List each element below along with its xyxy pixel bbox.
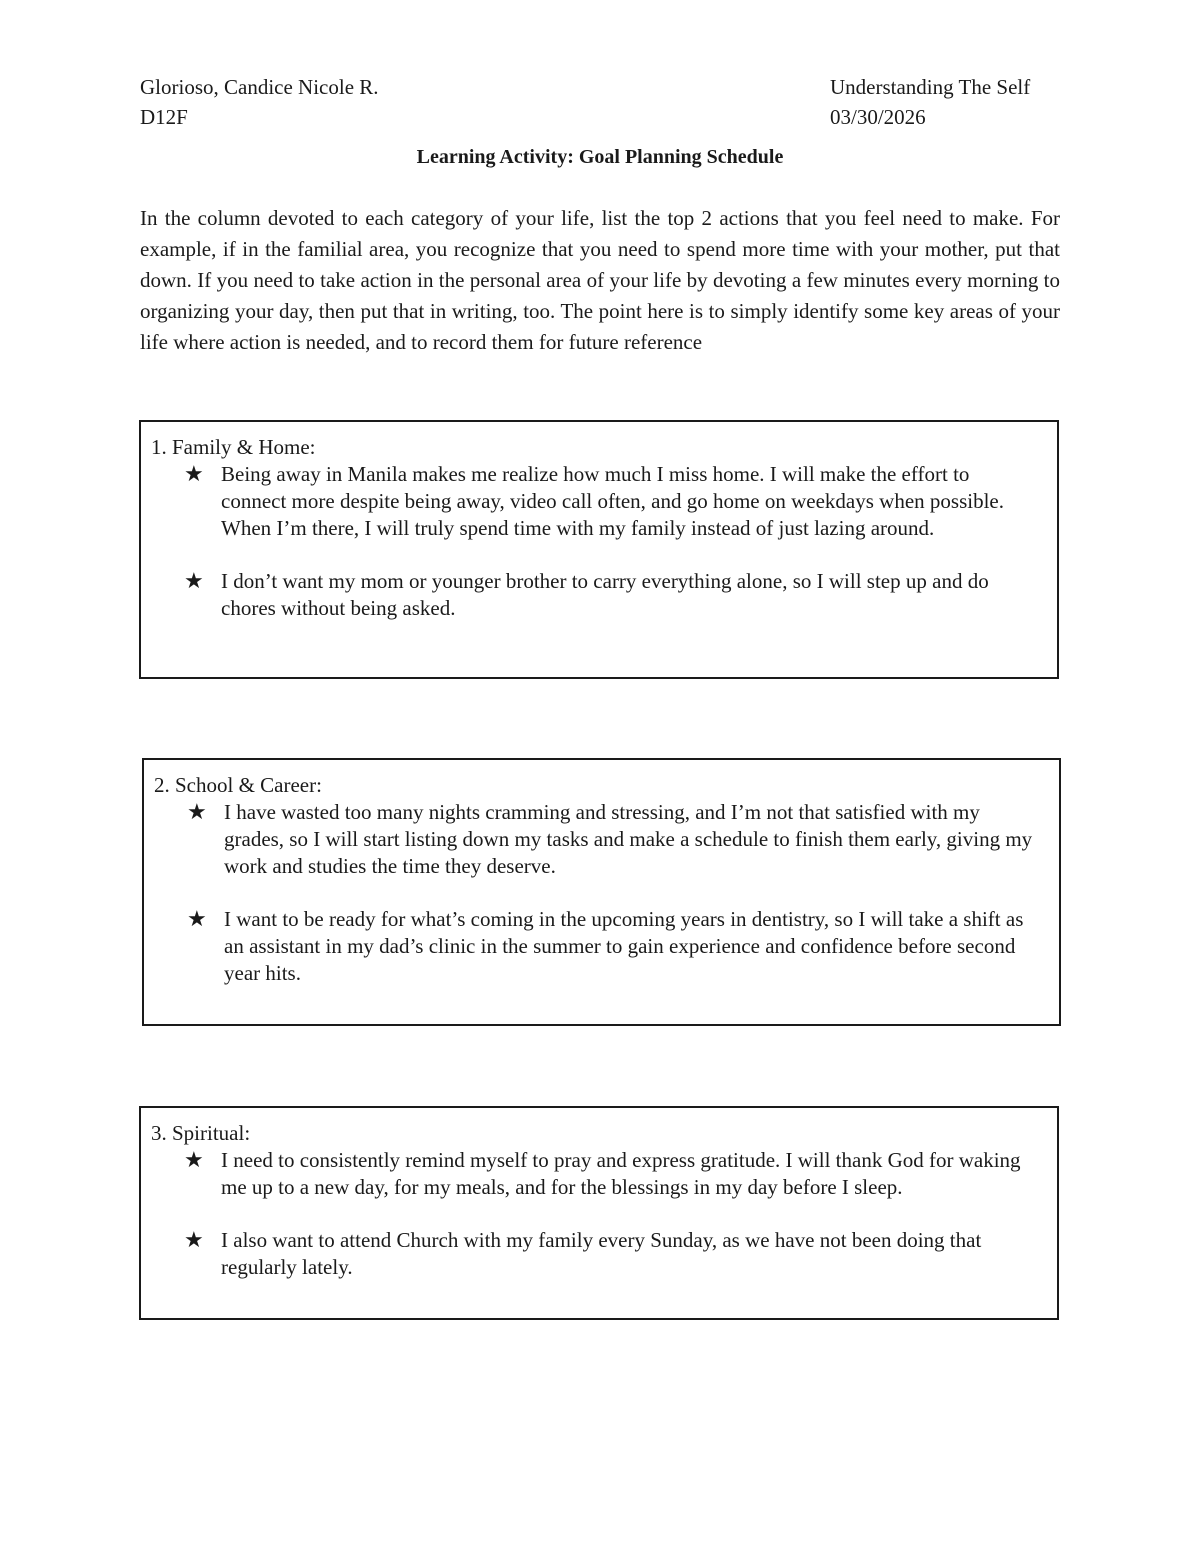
goal-text: I want to be ready for what’s coming in the upcoming years in dentistry, so I will take a shift as an assistant in my dad’s clinic in the summer to gain experience and confidence before second year hits. (224, 907, 1024, 985)
goal-item (184, 461, 1037, 542)
goal-item (187, 906, 1039, 987)
goal-text: I also want to attend Church with my family every Sunday, as we have not been doing that regularly lately. (221, 1228, 982, 1279)
category-heading: 2. School & Career: (154, 773, 322, 797)
goal-item (184, 1147, 1037, 1201)
goal-item (184, 568, 1037, 622)
goal-text: I need to consistently remind myself to pray and express gratitude. I will thank God for waking me up to a new day, for my meals, and for the blessings in my day before I sleep. (221, 1148, 1021, 1199)
category-box-family-home (139, 420, 1059, 679)
goal-item (184, 1227, 1037, 1281)
goal-item (187, 799, 1039, 880)
goal-text: I have wasted too many nights cramming and stressing, and I’m not that satisfied with my grades, so I will start listing down my tasks and make a schedule to finish them early, giving my work and studies the time they deserve. (224, 800, 1033, 878)
submission-date: 03/30/2026 (830, 105, 926, 129)
category-box-school-career (142, 758, 1061, 1026)
goal-text: I don’t want my mom or younger brother to carry everything alone, so I will step up and do chores without being asked. (221, 569, 989, 620)
category-heading: 3. Spiritual: (151, 1121, 251, 1145)
category-heading: 1. Family & Home: (151, 435, 316, 459)
course-name: Understanding The Self (830, 75, 1031, 99)
student-name: Glorioso, Candice Nicole R. (140, 75, 379, 99)
star-icon: ★ (187, 907, 207, 932)
star-icon: ★ (187, 800, 207, 825)
category-box-spiritual (139, 1106, 1059, 1320)
section-code: D12F (140, 105, 188, 129)
document-title: Learning Activity: Goal Planning Schedule (416, 146, 784, 168)
star-icon: ★ (184, 462, 204, 487)
goal-text: Being away in Manila makes me realize how much I miss home. I will make the effort to connect more despite being away, video call often, and go home on weekdays when possible. When I’m there, I will truly spend time with my family instead of just lazing around. (221, 462, 1004, 540)
star-icon: ★ (184, 569, 204, 594)
star-icon: ★ (184, 1148, 204, 1173)
star-icon: ★ (184, 1228, 204, 1253)
instructions-paragraph: In the column devoted to each category of your life, list the top 2 actions that you feel need to make. For example, if in the familial area, you recognize that you need to spend more time with your mother, put that down. If you need to take action in the personal area of your life by devoting a few minutes every morning to organizing your day, then put that in writing, too. The point here is to simply identify some key areas of your life where action is needed, and to record them for future reference (140, 206, 1060, 354)
